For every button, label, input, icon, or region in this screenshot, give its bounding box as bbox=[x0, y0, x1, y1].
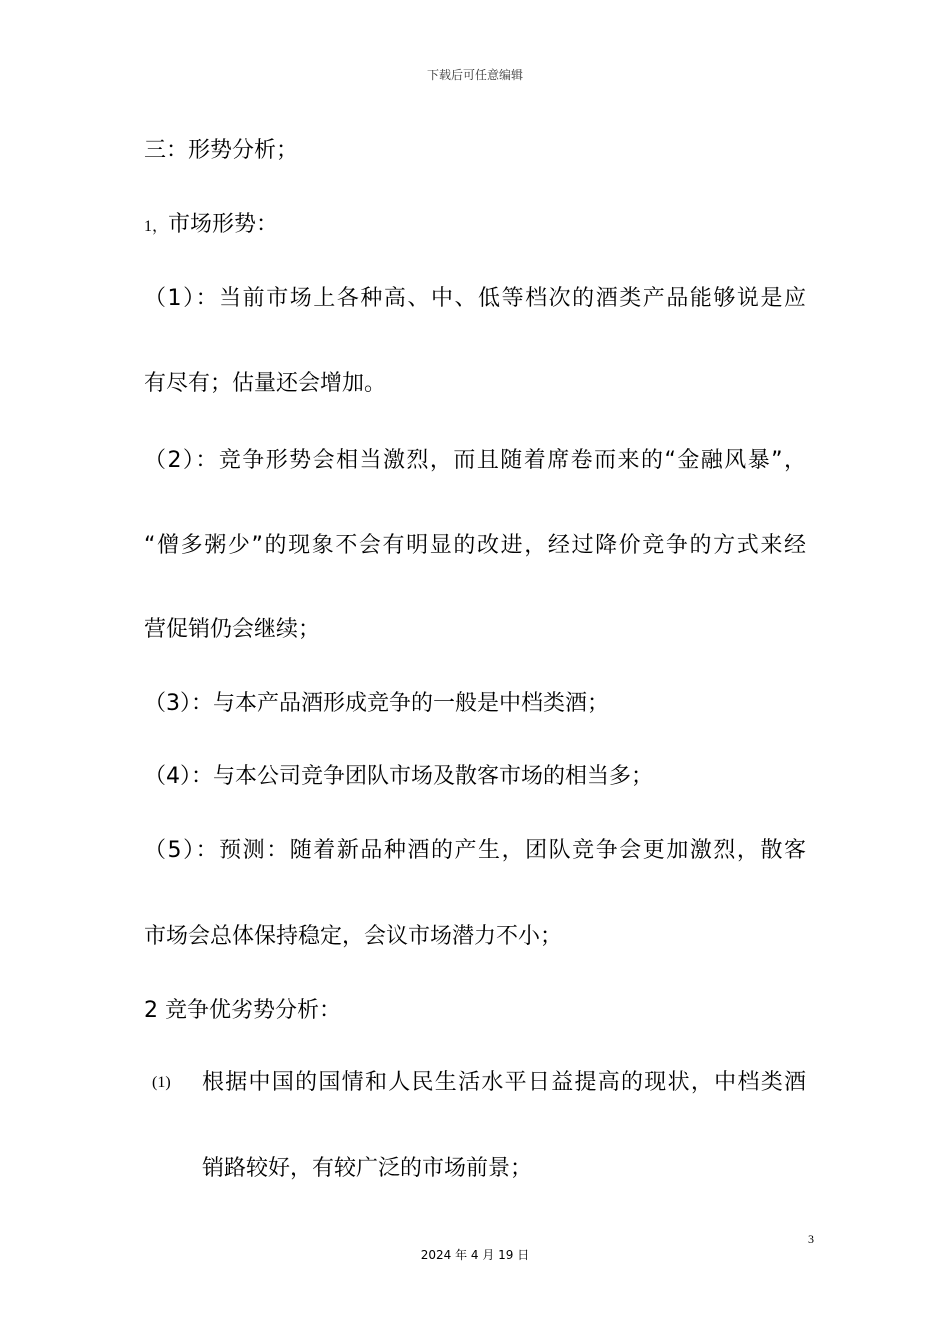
footer-date: 2024 年 4 月 19 日 bbox=[420, 1248, 530, 1262]
page-number: 3 bbox=[808, 1232, 814, 1246]
advantage-1-number: (1) bbox=[152, 1074, 171, 1091]
paragraph-2-line-3: 营促销仍会继续； bbox=[144, 617, 321, 642]
paragraph-3: （3）：与本产品酒形成竞争的一般是中档类酒； bbox=[144, 691, 609, 716]
advantage-1-line-2: 销路较好，有较广泛的市场前景； bbox=[202, 1156, 533, 1181]
paragraph-1-line-1: （1）：当前市场上各种高、中、低等档次的酒类产品能够说是应 bbox=[144, 286, 806, 311]
advantage-heading: 2 竞争优劣势分析： bbox=[144, 998, 341, 1023]
market-heading-text: 市场形势： bbox=[168, 212, 279, 237]
page-header: 下载后可任意编辑 bbox=[426, 68, 523, 82]
paragraph-2-line-1: （2）：竞争形势会相当激烈，而且随着席卷而来的“金融风暴”， bbox=[144, 448, 806, 473]
advantage-1-line-1: 根据中国的国情和人民生活水平日益提高的现状，中档类酒 bbox=[202, 1070, 806, 1095]
paragraph-1-line-2: 有尽有；估量还会增加。 bbox=[144, 371, 387, 396]
paragraph-5-line-1: （5）：预测：随着新品种酒的产生，团队竞争会更加激烈，散客 bbox=[144, 838, 806, 863]
section-title: 三：形势分析； bbox=[144, 138, 299, 163]
paragraph-4: （4）：与本公司竞争团队市场及散客市场的相当多； bbox=[144, 764, 653, 789]
market-heading bbox=[144, 210, 278, 242]
paragraph-5-line-2: 市场会总体保持稳定，会议市场潜力不小； bbox=[144, 924, 563, 949]
paragraph-2-line-2: “僧多粥少”的现象不会有明显的改进，经过降价竞争的方式来经 bbox=[144, 533, 806, 558]
market-heading-number: 1， bbox=[144, 218, 169, 235]
